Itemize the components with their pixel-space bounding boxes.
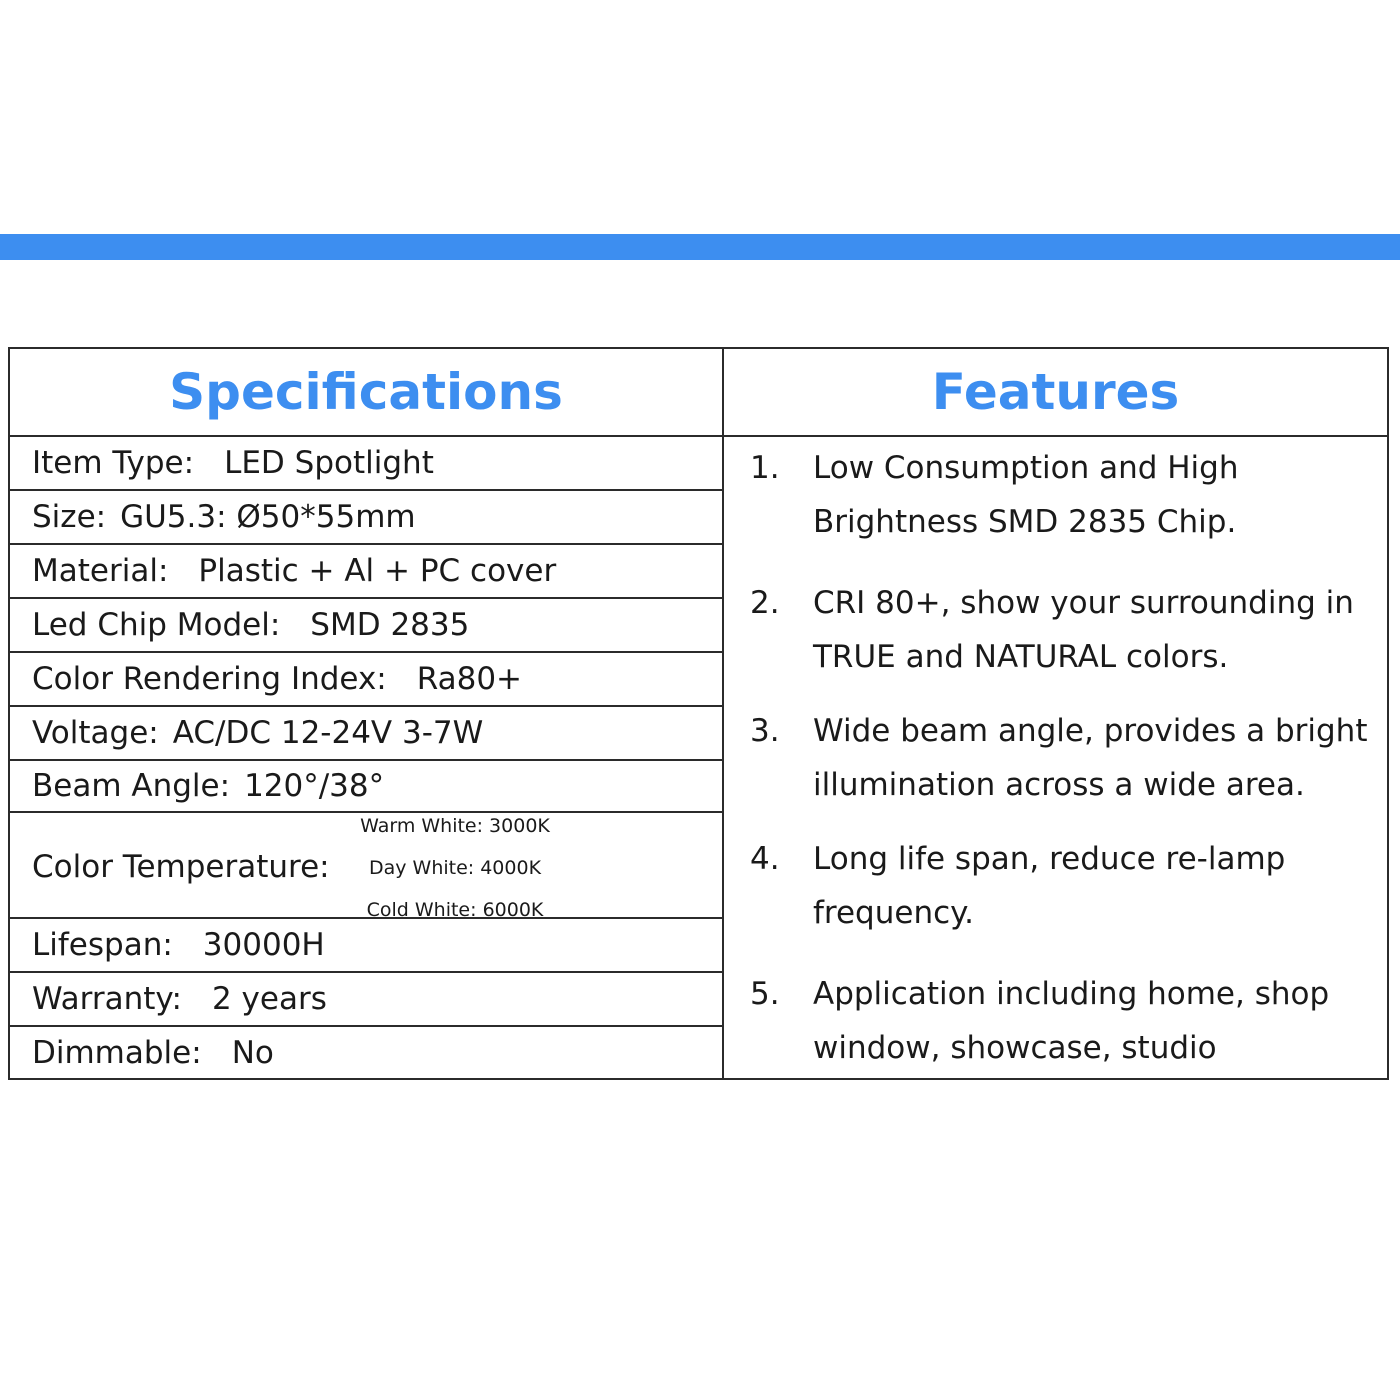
spec-value: SMD 2835 — [310, 607, 470, 643]
spec-label: Size: — [32, 499, 107, 535]
feature-number: 4. — [750, 841, 780, 877]
spec-value: LED Spotlight — [224, 445, 434, 481]
spec-value: AC/DC 12-24V 3-7W — [172, 715, 484, 751]
feature-line: Brightness SMD 2835 Chip. — [813, 504, 1237, 540]
spec-label: Beam Angle: — [32, 768, 231, 804]
spec-value: No — [231, 1034, 274, 1071]
spec-row-warranty — [10, 973, 722, 1027]
spec-row-color-rendering-index — [10, 653, 722, 707]
feature-text — [813, 704, 1373, 812]
spec-row-size — [10, 491, 722, 545]
spec-features-table — [8, 347, 1389, 1080]
spec-row-material — [10, 545, 722, 599]
specifications-heading: Specifications — [10, 349, 722, 437]
spec-value: 30000H — [202, 927, 325, 963]
feature-line: frequency. — [813, 895, 974, 931]
spec-row-lifespan — [10, 919, 722, 973]
spec-value: GU5.3: Ø50*55mm — [120, 499, 416, 535]
spec-value: 2 years — [211, 981, 327, 1017]
feature-line: illumination across a wide area. — [813, 767, 1305, 803]
spec-label: Voltage: — [32, 715, 159, 751]
feature-text — [813, 576, 1373, 684]
color-temperature-option: Cold White: 6000K — [366, 899, 544, 921]
spec-label: Warranty: — [32, 981, 182, 1017]
feature-text — [813, 832, 1373, 940]
feature-line: TRUE and NATURAL colors. — [813, 639, 1229, 675]
feature-line: Long life span, reduce re-lamp — [813, 841, 1286, 877]
top-accent-bar — [0, 234, 1400, 260]
spec-label: Color Rendering Index: — [32, 661, 387, 697]
column-divider — [722, 349, 724, 1078]
spec-row-color-temperature — [10, 813, 722, 919]
spec-label: Material: — [32, 553, 169, 589]
spec-label: Item Type: — [32, 445, 195, 481]
spec-label: Led Chip Model: — [32, 607, 281, 643]
feature-number: 1. — [750, 450, 780, 486]
spec-label: Color Temperature: — [32, 849, 330, 885]
feature-line: CRI 80+, show your surrounding in — [813, 585, 1354, 621]
spec-value: Plastic + Al + PC cover — [198, 553, 557, 589]
color-temperature-options — [345, 805, 565, 931]
feature-line: window, showcase, studio — [813, 1030, 1217, 1066]
feature-line: Low Consumption and High — [813, 450, 1239, 486]
color-temperature-option: Day White: 4000K — [368, 857, 542, 879]
spec-row-led-chip-model — [10, 599, 722, 653]
feature-text — [813, 441, 1373, 549]
spec-value: Ra80+ — [416, 661, 523, 697]
spec-row-voltage — [10, 707, 722, 761]
spec-label: Lifespan: — [32, 927, 173, 963]
feature-number: 2. — [750, 585, 780, 621]
feature-number: 5. — [750, 976, 780, 1012]
spec-row-dimmable — [10, 1027, 722, 1078]
feature-number: 3. — [750, 713, 780, 749]
features-heading: Features — [724, 349, 1387, 437]
spec-row-item-type — [10, 437, 722, 491]
spec-label: Dimmable: — [32, 1034, 202, 1071]
feature-text — [813, 967, 1373, 1075]
feature-line: Wide beam angle, provides a bright — [813, 713, 1368, 749]
color-temperature-option: Warm White: 3000K — [360, 815, 550, 837]
spec-value: 120°/38° — [244, 768, 385, 804]
feature-line: Application including home, shop — [813, 976, 1330, 1012]
